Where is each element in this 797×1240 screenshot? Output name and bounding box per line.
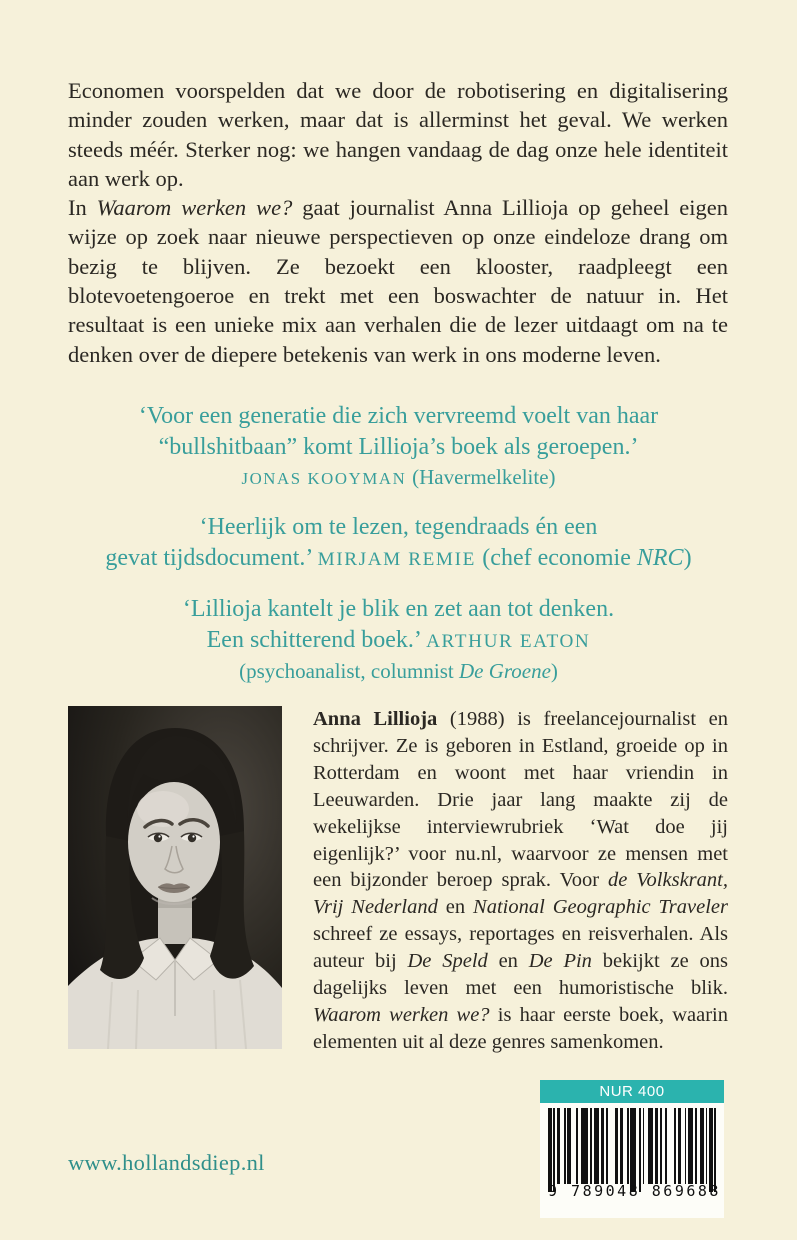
isbn-digits: 9 789048 869688 xyxy=(548,1182,721,1200)
text-segment: MIRJAM REMIE xyxy=(317,549,483,570)
text-segment: de Volkskrant, xyxy=(608,869,728,892)
text-segment: Vrij Nederland xyxy=(313,896,438,919)
text-segment: In xyxy=(68,195,97,221)
barcode-gap xyxy=(667,1108,674,1184)
author-section xyxy=(68,706,728,1056)
text-segment: ‘Voor een generatie die zich vervreemd voelt van haar xyxy=(138,403,659,429)
text-segment: en xyxy=(487,950,529,973)
text-segment: is haar eerste boek, waarin elementen uit al deze genres samenkomen. xyxy=(313,1003,728,1053)
text-segment: ) xyxy=(550,659,558,683)
author-photo xyxy=(68,706,282,1049)
quote-line xyxy=(40,432,757,463)
quote-line xyxy=(40,543,757,575)
text-segment: ‘Heerlijk om te lezen, tegendraads én een xyxy=(199,514,598,540)
review-quotes xyxy=(40,401,757,705)
barcode-gap xyxy=(608,1108,615,1184)
author-portrait-illustration xyxy=(68,706,282,1049)
text-segment: National Geographic Traveler xyxy=(473,896,728,919)
nur-band xyxy=(540,1080,724,1103)
text-segment: De Pin xyxy=(528,950,592,973)
quote-line xyxy=(40,512,757,543)
text-segment: gaat journalist Anna Lillioja op geheel eigen wijze op zoek naar nieuwe perspectieven op onze eindeloze drang om bezig te blijven. Ze bezoekt een klooster, raadpleegt een blotevoetengoeroe en trekt met een boswachter de natuur in. Het resultaat is een unieke mix aan verhalen die de lezer uitdaagt om na te denken over de diepere betekenis van werk in ons moderne leven. xyxy=(68,195,728,367)
text-segment: ARTHUR EATON xyxy=(426,631,591,652)
review-quote-2 xyxy=(40,512,757,575)
text-segment: ) xyxy=(683,545,692,571)
text-segment: (Havermelkelite) xyxy=(412,465,556,489)
text-segment: “bullshitbaan” komt Lillioja’s boek als geroepen.’ xyxy=(158,434,639,460)
text-segment: bekijkt ze ons dagelijks leven met een humoristische blik. xyxy=(313,950,728,1000)
blurb-paragraph-1 xyxy=(68,76,728,193)
barcode-block xyxy=(540,1080,724,1218)
barcode-bar xyxy=(581,1108,588,1184)
blurb-paragraph-2 xyxy=(68,193,728,369)
review-quote-3 xyxy=(40,594,757,686)
review-quote-1 xyxy=(40,401,757,493)
text-segment: (psychoanalist, columnist xyxy=(239,659,459,683)
text-segment: JONAS KOOYMAN xyxy=(241,469,413,488)
barcode-bar xyxy=(714,1108,716,1192)
quote-line xyxy=(40,401,757,432)
text-segment: Waarom werken we? xyxy=(313,1003,490,1026)
text-segment: Een schitterend boek.’ xyxy=(206,627,427,653)
barcode-bars xyxy=(548,1108,716,1192)
quote-line xyxy=(40,625,757,657)
text-segment: ‘Lillioja kantelt je blik en zet aan tot denken. xyxy=(182,596,615,622)
blurb xyxy=(68,76,728,369)
nur-label: NUR 400 xyxy=(599,1083,665,1100)
quote-line xyxy=(40,594,757,625)
text-segment: en xyxy=(437,896,474,919)
text-segment: (chef economie xyxy=(482,545,637,571)
text-segment: NRC xyxy=(636,545,684,571)
text-segment: gevat tijdsdocument.’ xyxy=(105,545,318,571)
text-segment: De Speld xyxy=(407,950,488,973)
barcode xyxy=(540,1103,724,1218)
text-segment: schreef ze essays, reportages en reisverhalen. Als auteur bij xyxy=(313,923,728,973)
text-segment: Economen voorspelden dat we door de robotisering en digitalisering minder zouden werken, maar dat is allerminst het geval. We werken steeds méér. Sterker nog: we hangen vandaag de dag onze hele identiteit aan werk op. xyxy=(68,78,728,191)
text-segment: (1988) is freelancejournalist en schrijver. Ze is geboren in Estland, groeide op in Rotterdam en woont met haar vriendin in Leeuwarden. Drie jaar lang maakte zij de wekelijkse interviewrubriek ‘Wat doe jij eigenlijk?’ voor nu.nl, waarvoor ze mensen met een bijzonder beroep sprak. Voor xyxy=(313,708,728,892)
publisher-website: www.hollandsdiep.nl xyxy=(68,1150,265,1175)
author-bio xyxy=(313,706,728,1056)
text-segment: De Groene xyxy=(458,659,551,683)
quote-line xyxy=(40,657,757,686)
quote-line xyxy=(40,463,757,493)
text-segment: Anna Lillioja xyxy=(313,708,438,730)
text-segment: Waarom werken we? xyxy=(96,195,293,221)
